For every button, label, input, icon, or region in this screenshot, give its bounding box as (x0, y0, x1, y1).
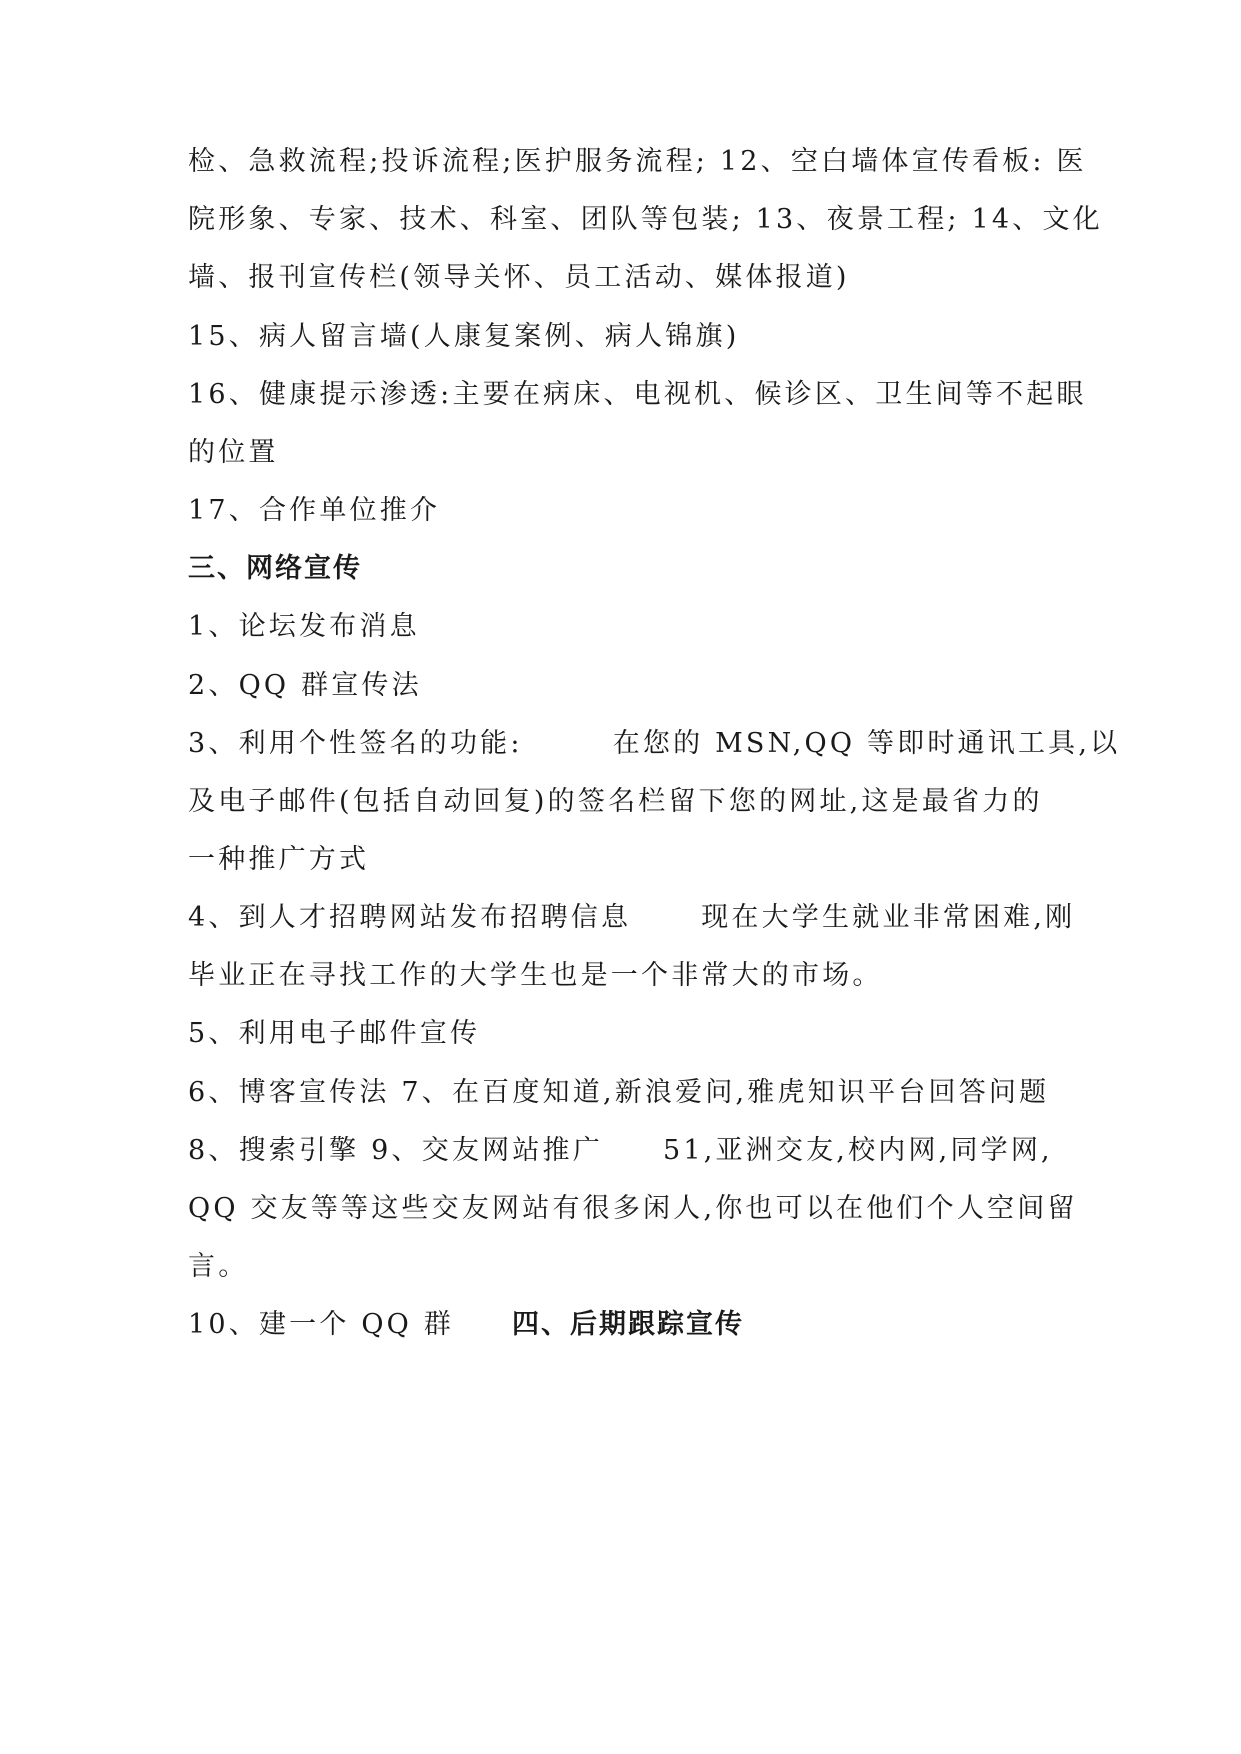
text-line: 言。 (188, 1251, 249, 1282)
list-item (188, 901, 1076, 935)
list-item-text: 8、搜索引擎 9、交友网站推广 (188, 1135, 603, 1166)
text-line: 院形象、专家、技术、科室、团队等包装; 13、夜景工程; 14、文化 (188, 204, 1103, 235)
list-item-text: 3、利用个性签名的功能: (188, 728, 523, 759)
list-item-text: 现在大学生就业非常困难,刚 (701, 902, 1076, 933)
list-item-text: 10、建一个 QQ 群 (188, 1309, 454, 1340)
list-item-text: 4、到人才招聘网站发布招聘信息 (188, 902, 632, 933)
list-item: 5、利用电子邮件宣传 (188, 1018, 481, 1049)
list-item-text: 51,亚洲交友,校内网,同学网, (662, 1135, 1053, 1166)
list-item-text: 在您的 MSN,QQ 等即时通讯工具,以 (612, 728, 1121, 759)
text-line: 毕业正在寻找工作的大学生也是一个非常大的市场。 (188, 960, 883, 991)
text-line: 一种推广方式 (188, 844, 370, 875)
section-heading: 四、后期跟踪宣传 (512, 1309, 744, 1340)
list-item (188, 727, 1121, 761)
list-item: 6、博客宣传法 7、在百度知道,新浪爱问,雅虎知识平台回答问题 (188, 1077, 1050, 1108)
text-line: 的位置 (188, 437, 279, 468)
section-heading: 三、网络宣传 (188, 553, 362, 584)
list-item: 2、QQ 群宣传法 (188, 670, 422, 701)
list-item: 1、论坛发布消息 (188, 611, 420, 642)
text-line: 及电子邮件(包括自动回复)的签名栏留下您的网址,这是最省力的 (188, 786, 1043, 817)
list-item (188, 1308, 1068, 1342)
text-line: 墙、报刊宣传栏(领导关怀、员工活动、媒体报道) (188, 262, 850, 293)
text-line: 检、急救流程;投诉流程;医护服务流程; 12、空白墙体宣传看板: 医 (188, 146, 1087, 177)
text-line: 15、病人留言墙(人康复案例、病人锦旗) (188, 321, 740, 352)
text-line: 17、合作单位推介 (188, 495, 441, 526)
text-line: QQ 交友等等这些交友网站有很多闲人,你也可以在他们个人空间留 (188, 1193, 1078, 1224)
list-item (188, 1134, 1068, 1168)
text-line: 16、健康提示渗透:主要在病床、电视机、候诊区、卫生间等不起眼 (188, 379, 1087, 410)
